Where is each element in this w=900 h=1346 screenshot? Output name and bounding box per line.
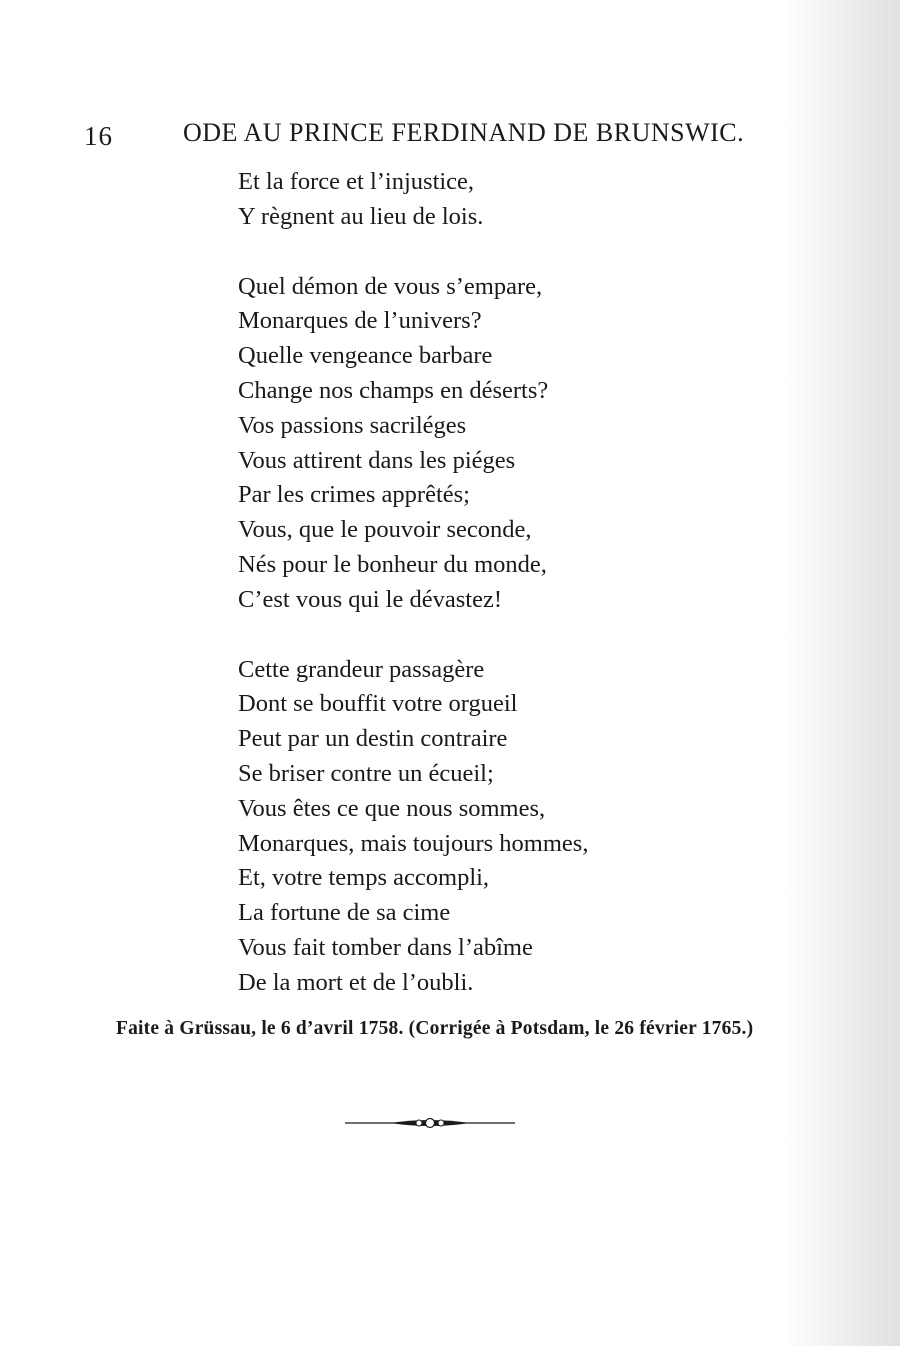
stanza-2 <box>238 270 838 618</box>
colophon-date-note: Faite à Grüssau, le 6 d’avril 1758. (Corrigée à Potsdam, le 26 février 1765.) <box>116 1018 754 1039</box>
poem-line: Quelle vengeance barbare <box>238 342 493 370</box>
poem-line: Se briser contre un écueil; <box>238 759 494 787</box>
poem-body <box>238 165 838 1036</box>
running-title: ODE AU PRINCE FERDINAND DE BRUNSWIC. <box>183 118 745 147</box>
poem-line: Cette grandeur passagère <box>238 655 485 683</box>
poem-line: Vous attirent dans les piéges <box>238 446 516 474</box>
poem-line: Et la force et l’injustice, <box>238 168 475 195</box>
poem-line: Vous êtes ce que nous sommes, <box>238 794 546 822</box>
poem-line: Vous, que le pouvoir seconde, <box>238 516 532 544</box>
poem-line: Dont se bouffit votre orgueil <box>238 690 518 718</box>
poem-line: Par les crimes apprêtés; <box>238 481 470 509</box>
poem-line: Monarques, mais toujours hommes, <box>238 829 589 857</box>
poem-line: Vous fait tomber dans l’abîme <box>238 933 533 961</box>
poem-line: La fortune de sa cime <box>238 899 451 927</box>
decorative-rule-icon <box>345 1115 515 1136</box>
poem-line: Monarques de l’univers? <box>238 307 482 335</box>
poem-line: Nés pour le bonheur du monde, <box>238 550 547 578</box>
poem-line: Peut par un destin contraire <box>238 725 508 753</box>
poem-line: C’est vous qui le dévastez! <box>238 585 502 613</box>
poem-line: Change nos champs en déserts? <box>238 376 549 404</box>
poem-line: Et, votre temps accompli, <box>238 864 490 892</box>
poem-line: Y règnent au lieu de lois. <box>238 202 484 230</box>
poem-line: Vos passions sacriléges <box>238 411 467 439</box>
page-number: 16 <box>84 121 113 151</box>
poem-line: Quel démon de vous s’empare, <box>238 272 543 300</box>
poem-line: De la mort et de l’oubli. <box>238 968 474 996</box>
stanza-1 <box>238 165 838 235</box>
stanza-3 <box>238 653 838 1001</box>
